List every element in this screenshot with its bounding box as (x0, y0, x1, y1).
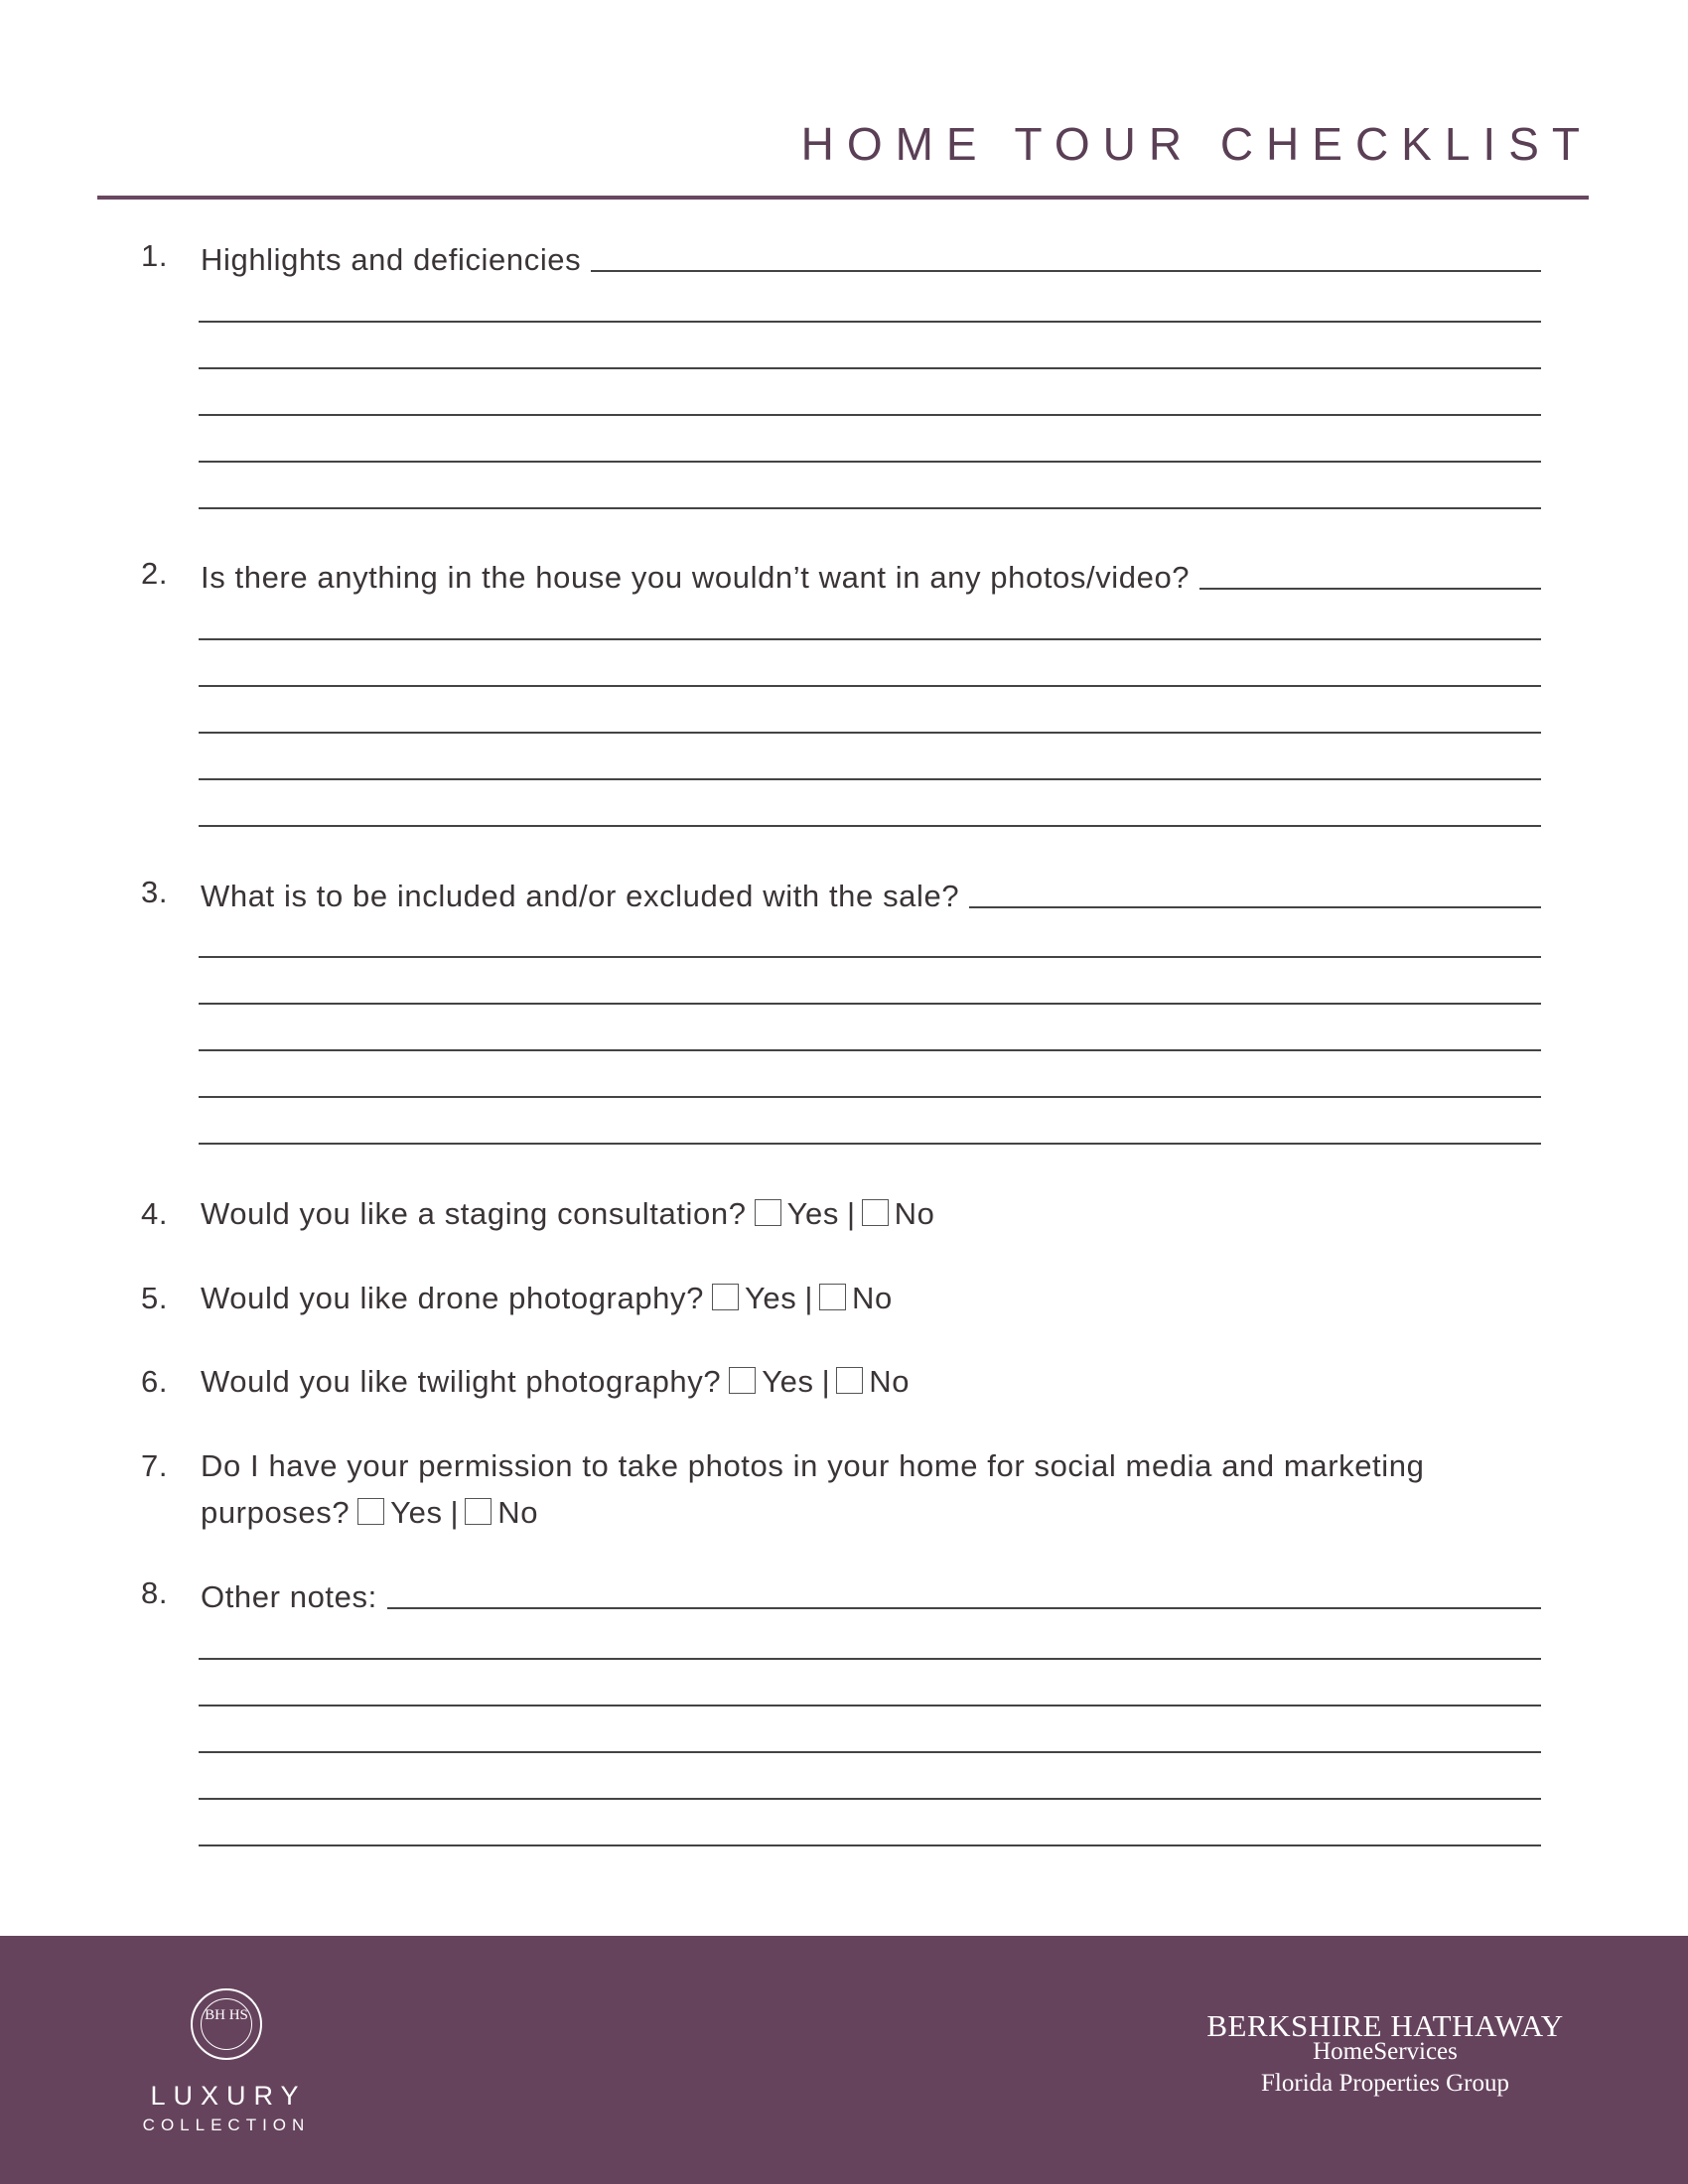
no-checkbox[interactable] (862, 1199, 889, 1226)
answer-line[interactable] (199, 1658, 1541, 1660)
answer-line[interactable] (387, 1607, 1541, 1609)
question-5 (141, 1281, 893, 1316)
question-text: Would you like a staging consultation? (201, 1196, 747, 1231)
question-number: 1. (141, 238, 169, 273)
answer-line[interactable] (199, 1844, 1541, 1846)
question-number: 2. (141, 556, 169, 591)
question-number: 4. (141, 1196, 169, 1231)
yes-label: Yes (786, 1196, 839, 1231)
answer-line[interactable] (199, 1003, 1541, 1005)
yes-label: Yes (390, 1495, 443, 1530)
answer-line[interactable] (969, 906, 1541, 908)
question-text: Would you like drone photography? (201, 1281, 704, 1315)
separator: | (821, 1364, 831, 1399)
yes-checkbox[interactable] (712, 1284, 739, 1310)
no-checkbox[interactable] (836, 1367, 863, 1394)
title-divider (97, 196, 1589, 200)
answer-line[interactable] (199, 1798, 1541, 1800)
answer-line[interactable] (591, 270, 1541, 272)
answer-line[interactable] (1199, 588, 1541, 590)
no-label: No (497, 1495, 539, 1530)
question-number: 6. (141, 1364, 169, 1399)
logo-monogram: BH HS (201, 1998, 252, 2050)
no-checkbox[interactable] (819, 1284, 846, 1310)
answer-line[interactable] (199, 956, 1541, 958)
brand-name: BERKSHIRE HATHAWAY (1206, 2008, 1564, 2043)
answer-line[interactable] (199, 732, 1541, 734)
yes-label: Yes (744, 1281, 797, 1315)
question-7-continued (201, 1495, 538, 1531)
answer-line[interactable] (199, 638, 1541, 640)
answer-line[interactable] (199, 1049, 1541, 1051)
answer-line[interactable] (199, 461, 1541, 463)
no-label: No (894, 1196, 935, 1231)
question-6 (141, 1364, 910, 1400)
answer-line[interactable] (199, 1705, 1541, 1706)
answer-line[interactable] (199, 825, 1541, 827)
question-3 (141, 875, 1541, 914)
no-checkbox[interactable] (465, 1498, 492, 1525)
question-text: Highlights and deficiencies (201, 242, 582, 277)
yes-checkbox[interactable] (755, 1199, 781, 1226)
question-text: Would you like twilight photography? (201, 1364, 722, 1399)
separator: | (804, 1281, 813, 1315)
answer-line[interactable] (199, 321, 1541, 323)
question-text: What is to be included and/or excluded with the sale? (201, 879, 960, 913)
no-label: No (869, 1364, 911, 1399)
question-text: Other notes: (201, 1579, 377, 1614)
question-1 (141, 238, 1541, 278)
no-label: No (851, 1281, 893, 1315)
answer-line[interactable] (199, 1751, 1541, 1753)
question-text: Is there anything in the house you wouldn’t want in any photos/video? (201, 560, 1191, 595)
question-2 (141, 556, 1541, 596)
answer-line[interactable] (199, 1143, 1541, 1145)
question-8 (141, 1575, 1541, 1615)
yes-label: Yes (762, 1364, 814, 1399)
answer-line[interactable] (199, 778, 1541, 780)
separator: | (450, 1495, 460, 1530)
question-text: Do I have your permission to take photos in your home for social media and marketing (201, 1448, 1425, 1483)
page-title: HOME TOUR CHECKLIST (800, 118, 1593, 170)
luxury-label: LUXURY (150, 2081, 307, 2111)
answer-line[interactable] (199, 367, 1541, 369)
collection-label: COLLECTION (142, 2116, 311, 2134)
yes-checkbox[interactable] (357, 1498, 384, 1525)
question-7 (141, 1448, 1424, 1484)
bhhs-logo-icon (191, 1988, 262, 2060)
answer-line[interactable] (199, 1096, 1541, 1098)
question-text-continued: purposes? (201, 1495, 351, 1530)
question-number: 5. (141, 1281, 169, 1315)
question-number: 8. (141, 1575, 169, 1610)
answer-line[interactable] (199, 685, 1541, 687)
brand-group: Florida Properties Group (1261, 2070, 1509, 2097)
yes-checkbox[interactable] (729, 1367, 756, 1394)
separator: | (846, 1196, 856, 1231)
answer-line[interactable] (199, 507, 1541, 509)
brand-subtitle: HomeServices (1313, 2038, 1458, 2065)
answer-line[interactable] (199, 414, 1541, 416)
question-number: 7. (141, 1448, 169, 1483)
question-number: 3. (141, 875, 169, 909)
question-4 (141, 1196, 934, 1232)
